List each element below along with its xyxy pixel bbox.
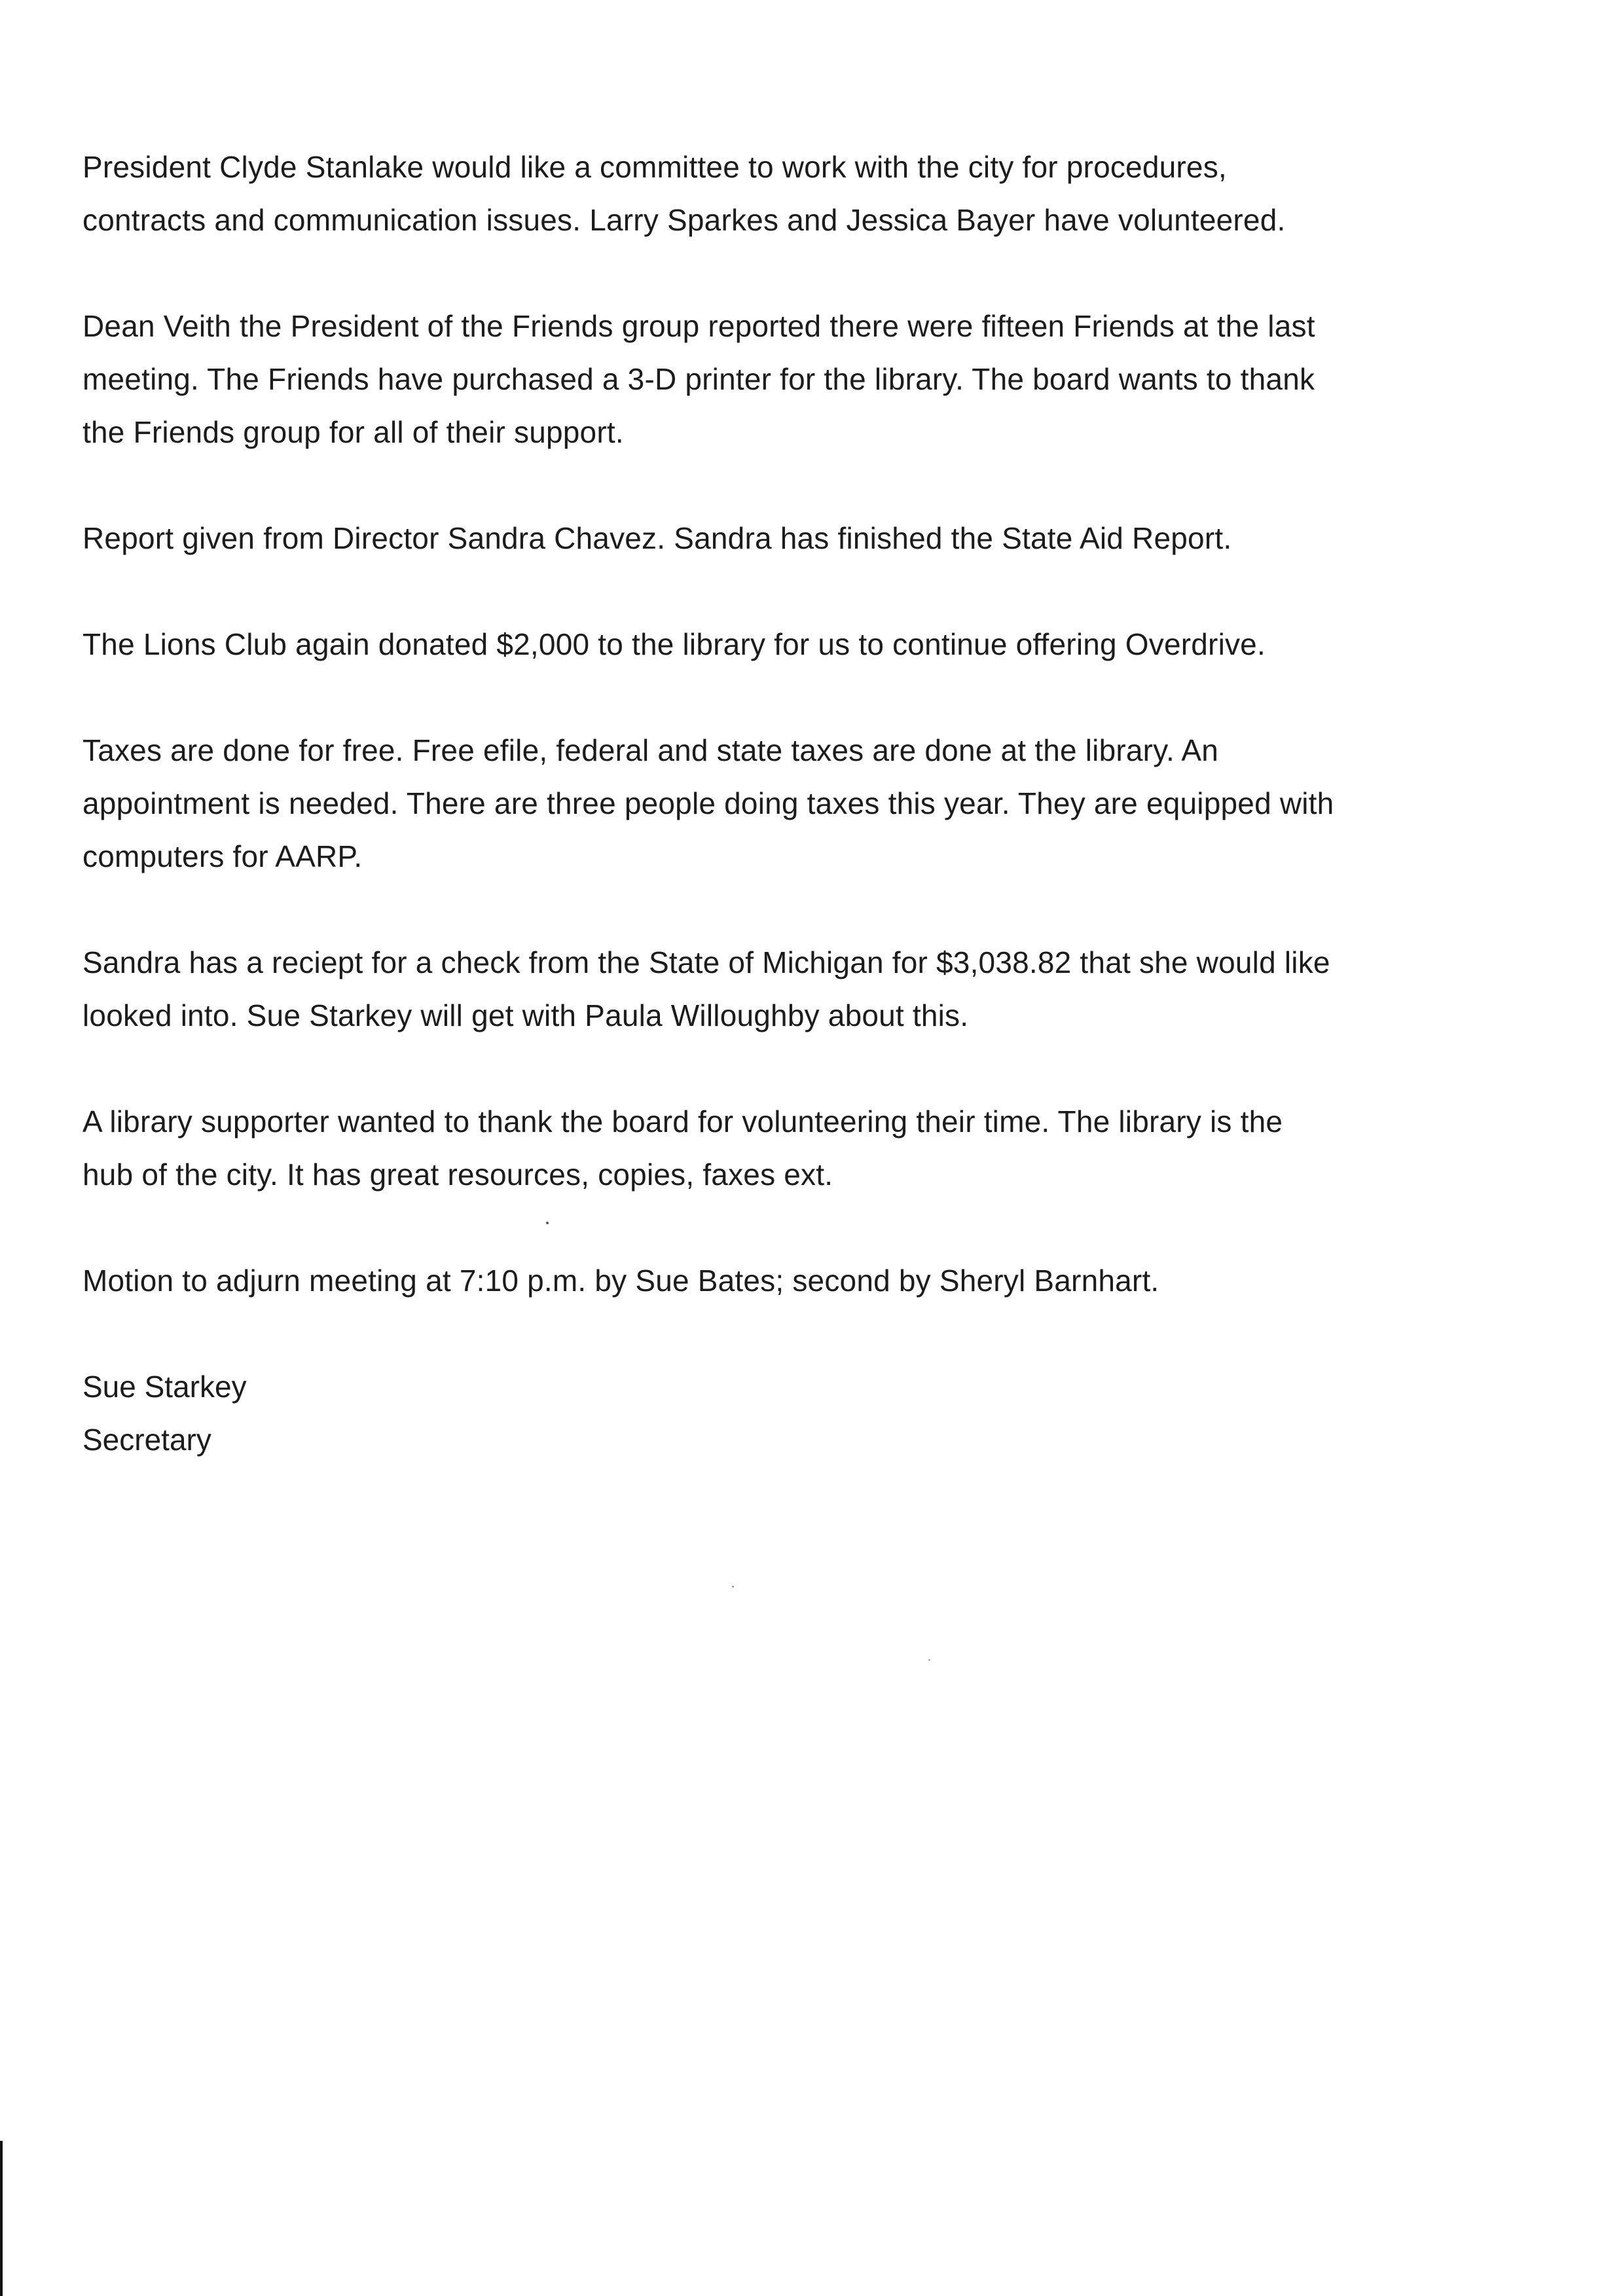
text-line: A library supporter wanted to thank the board for volunteering their time. The library is the xyxy=(82,1104,1283,1139)
text-line: computers for AARP. xyxy=(82,839,363,873)
text-line: meeting. The Friends have purchased a 3-D printer for the library. The board wants to thank xyxy=(82,362,1315,396)
scan-edge-mark xyxy=(0,2141,3,2296)
text-line: Taxes are done for free. Free efile, federal and state taxes are done at the library. An xyxy=(82,733,1219,767)
text-line: hub of the city. It has great resources, copies, faxes ext. xyxy=(82,1157,833,1192)
scan-speck xyxy=(928,1659,930,1661)
text-line: Report given from Director Sandra Chavez. Sandra has finished the State Aid Report. xyxy=(82,521,1232,555)
text-line: the Friends group for all of their support. xyxy=(82,415,624,449)
paragraph-state-check xyxy=(82,936,1562,1042)
signature-name: Sue Starkey xyxy=(82,1370,247,1404)
text-line: looked into. Sue Starkey will get with Paula Willoughby about this. xyxy=(82,998,969,1032)
text-line: contracts and communication issues. Larry Sparkes and Jessica Bayer have volunteered. xyxy=(82,203,1286,237)
text-line: Motion to adjurn meeting at 7:10 p.m. by Sue Bates; second by Sheryl Barnhart. xyxy=(82,1264,1159,1298)
paragraph-lions-club xyxy=(82,618,1562,671)
signature-title: Secretary xyxy=(82,1423,211,1457)
signature-block xyxy=(82,1360,1562,1467)
text-line: The Lions Club again donated $2,000 to the library for us to continue offering Overdrive. xyxy=(82,627,1266,661)
scan-speck xyxy=(732,1586,734,1588)
text-line: Sandra has a reciept for a check from the State of Michigan for $3,038.82 that she would like xyxy=(82,945,1330,979)
paragraph-adjournment xyxy=(82,1254,1562,1307)
paragraph-friends-group xyxy=(82,300,1562,459)
paragraph-committee xyxy=(82,141,1562,247)
text-line: President Clyde Stanlake would like a committee to work with the city for procedures, xyxy=(82,150,1227,184)
minutes-body xyxy=(82,141,1562,1467)
text-line: Dean Veith the President of the Friends group reported there were fifteen Friends at the last xyxy=(82,309,1315,343)
scan-speck xyxy=(546,1222,549,1224)
paragraph-director-report xyxy=(82,512,1562,565)
paragraph-taxes xyxy=(82,724,1562,883)
text-line: appointment is needed. There are three people doing taxes this year. They are equipped with xyxy=(82,786,1334,820)
paragraph-supporter-thanks xyxy=(82,1095,1562,1201)
